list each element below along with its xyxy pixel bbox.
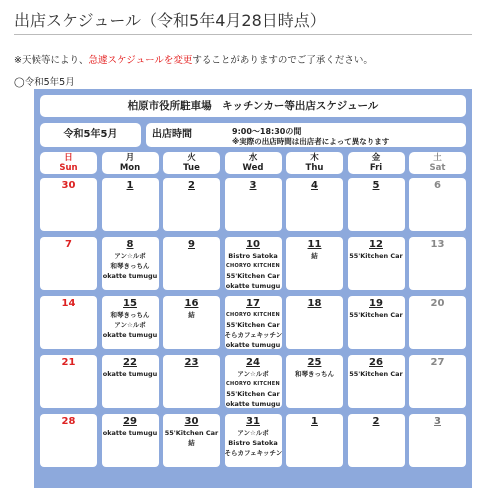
vendor-entry: アン☆ルポ (237, 429, 269, 437)
day-number: 13 (430, 239, 445, 250)
dow-wed (225, 152, 282, 174)
day-number: 14 (61, 298, 76, 309)
day-number: 30 (61, 180, 76, 191)
day-number: 10 (246, 239, 260, 250)
dow-jp-label: 金 (371, 153, 381, 163)
schedule-notice (14, 52, 373, 66)
calendar-month-label: 令和5年5月 (40, 123, 141, 147)
day-number: 3 (249, 180, 257, 191)
day-number: 1 (311, 416, 318, 427)
day-number: 1 (126, 180, 134, 191)
day-number: 21 (61, 357, 76, 368)
calendar-day-cell (409, 237, 466, 290)
notice-text-post: することがありますのでご了承ください。 (192, 55, 373, 66)
vendor-entry: CHORYO KITCHEN (226, 263, 280, 269)
dow-jp-label: 水 (248, 153, 258, 163)
vendor-entry: 結 (311, 252, 318, 260)
day-number: 11 (307, 239, 322, 250)
vendor-entry: 和琴きっちん (110, 262, 150, 270)
month-subheading: ◯令和5年5月 (14, 77, 75, 88)
calendar-day-cell (40, 178, 97, 231)
calendar-day-cell (40, 355, 97, 408)
day-number: 19 (369, 298, 383, 309)
calendar-day-cell (163, 178, 220, 231)
schedule-calendar (34, 89, 472, 488)
vendor-entry: okatte tumugu (102, 272, 158, 280)
day-number: 20 (430, 298, 445, 309)
vendor-entry: そらカフェキッチン (224, 331, 283, 339)
calendar-day-cell (163, 237, 220, 290)
day-number: 23 (184, 357, 199, 368)
day-number: 6 (434, 180, 441, 191)
day-number: 30 (184, 416, 199, 427)
vendor-entry: 55'Kitchen Car (349, 370, 403, 378)
opening-hours-time: 9:00～18:30の間 (232, 127, 302, 136)
day-number: 17 (246, 298, 260, 309)
day-number: 18 (307, 298, 322, 309)
calendar-day-cell (348, 296, 405, 349)
calendar-day-cell (102, 178, 159, 231)
vendor-entry: 和琴きっちん (110, 311, 150, 319)
vendor-entry: 55'Kitchen Car (226, 272, 280, 280)
dow-jp-label: 木 (310, 153, 319, 163)
day-number: 8 (126, 239, 134, 250)
vendor-entry: 55'Kitchen Car (349, 311, 403, 319)
dow-en-label: Mon (119, 163, 141, 173)
calendar-day-cell (286, 355, 343, 408)
dow-en-label: Sat (429, 163, 446, 173)
day-number: 12 (369, 239, 383, 250)
calendar-day-cell (225, 178, 282, 231)
dow-fri (348, 152, 405, 174)
days-of-week-row (40, 152, 466, 174)
vendor-entry: アン☆ルポ (114, 321, 146, 329)
calendar-day-cell (102, 237, 159, 290)
day-number: 31 (246, 416, 260, 427)
dow-sun (40, 152, 97, 174)
day-number: 7 (65, 239, 72, 250)
calendar-day-cell (225, 414, 282, 467)
title-divider (14, 34, 472, 35)
dow-jp-label: 月 (125, 153, 135, 163)
dow-en-label: Wed (242, 163, 264, 173)
dow-tue (163, 152, 220, 174)
dow-jp-label: 日 (64, 153, 73, 163)
vendor-entry: アン☆ルポ (114, 252, 146, 260)
calendar-day-cell (348, 237, 405, 290)
calendar-day-cell (286, 237, 343, 290)
calendar-day-cell (348, 414, 405, 467)
day-number: 26 (369, 357, 383, 368)
calendar-day-cell (348, 355, 405, 408)
vendor-entry: okatte tumugu (225, 341, 281, 349)
vendor-entry: CHORYO KITCHEN (226, 312, 280, 318)
day-number: 5 (372, 180, 380, 191)
dow-jp-label: 土 (433, 153, 442, 163)
vendor-entry: CHORYO KITCHEN (226, 381, 280, 387)
vendor-entry: 結 (188, 439, 195, 447)
dow-en-label: Tue (183, 163, 200, 173)
calendar-day-cell (225, 296, 282, 349)
vendor-entry: 和琴きっちん (295, 370, 334, 378)
calendar-day-cell (409, 296, 466, 349)
calendar-day-cell (286, 178, 343, 231)
day-number: 16 (184, 298, 199, 309)
calendar-day-cell (409, 178, 466, 231)
calendar-day-cell (40, 237, 97, 290)
calendar-day-cell (40, 414, 97, 467)
vendor-entry: Bistro Satoka (228, 252, 278, 260)
calendar-day-cell (102, 414, 159, 467)
notice-text-pre: ※天候等により、 (14, 55, 89, 66)
vendor-entry: アン☆ルポ (237, 370, 269, 378)
dow-sat (409, 152, 466, 174)
opening-hours-label: 出店時間 (152, 129, 192, 140)
vendor-entry: okatte tumugu (225, 282, 281, 290)
day-number: 24 (246, 357, 260, 368)
vendor-entry: okatte tumugu (102, 331, 158, 339)
vendor-entry: 結 (188, 311, 195, 319)
calendar-day-cell (163, 355, 220, 408)
day-number: 27 (430, 357, 445, 368)
opening-hours-note: ※実際の出店時間は出店者によって異なります (232, 137, 390, 146)
vendor-entry: 55'Kitchen Car (226, 321, 280, 329)
vendor-entry: Bistro Satoka (228, 439, 278, 447)
vendor-entry: そらカフェキッチン (224, 449, 283, 457)
opening-hours-box (146, 123, 466, 147)
day-number: 3 (434, 416, 441, 427)
vendor-entry: 55'Kitchen Car (349, 252, 403, 260)
dow-en-label: Fri (369, 163, 383, 173)
vendor-entry: okatte tumugu (102, 429, 158, 437)
day-number: 4 (311, 180, 318, 191)
dow-en-label: Thu (305, 163, 324, 173)
calendar-day-cell (102, 296, 159, 349)
page-title: 出店スケジュール（令和5年4月28日時点） (14, 11, 326, 30)
day-number: 2 (372, 416, 380, 427)
calendar-day-cell (409, 355, 466, 408)
day-number: 9 (188, 239, 195, 250)
dow-mon (102, 152, 159, 174)
day-number: 15 (123, 298, 137, 309)
calendar-header: 柏原市役所駐車場 キッチンカー等出店スケジュール (40, 95, 466, 117)
calendar-day-cell (40, 296, 97, 349)
day-number: 29 (123, 416, 137, 427)
dow-en-label: Sun (59, 163, 78, 173)
vendor-entry: 55'Kitchen Car (226, 390, 280, 398)
day-number: 2 (188, 180, 195, 191)
vendor-entry: okatte tumugu (225, 400, 281, 408)
dow-jp-label: 火 (187, 153, 196, 163)
notice-text-emphasis: 急遽スケジュールを変更 (88, 55, 193, 66)
day-number: 28 (61, 416, 76, 427)
calendar-day-cell (286, 296, 343, 349)
day-number: 25 (307, 357, 322, 368)
dow-thu (286, 152, 343, 174)
calendar-day-cell (348, 178, 405, 231)
calendar-day-cell (163, 414, 220, 467)
calendar-day-cell (409, 414, 466, 467)
day-number: 22 (123, 357, 137, 368)
calendar-day-cell (163, 296, 220, 349)
calendar-day-cell (225, 237, 282, 290)
vendor-entry: okatte tumugu (102, 370, 158, 378)
vendor-entry: 55'Kitchen Car (164, 429, 219, 437)
calendar-day-cell (102, 355, 159, 408)
calendar-day-cell (225, 355, 282, 408)
calendar-day-cell (286, 414, 343, 467)
